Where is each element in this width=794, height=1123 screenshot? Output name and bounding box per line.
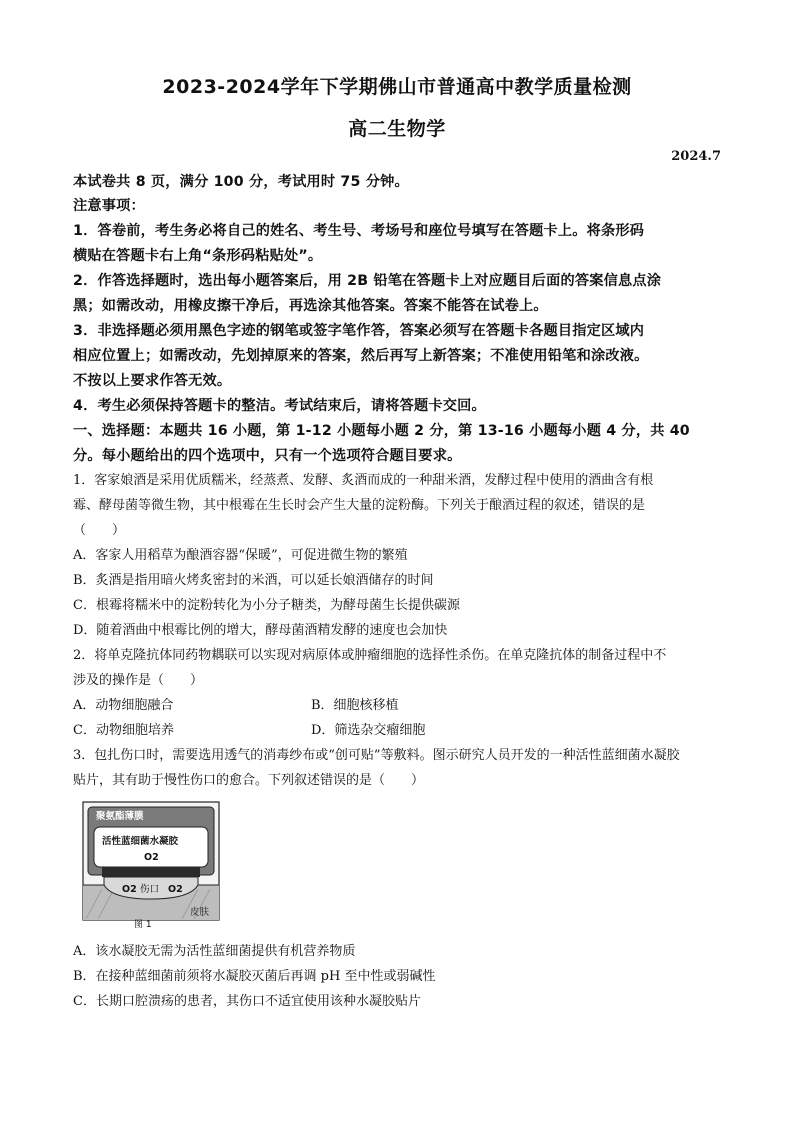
q1-option-b: B．炙酒是指用暗火烤炙密封的米酒，可以延长娘酒储存的时间 (73, 573, 434, 588)
notice-item-1-line-2: 横贴在答题卡右上角“条形码粘贴处”。 (73, 248, 323, 264)
film-label: 聚氨酯薄膜 (96, 811, 144, 822)
o2-top-label: O2 (144, 852, 159, 863)
section1-line-2: 分。每小题给出的四个选项中，只有一个选项符合题目要求。 (73, 448, 462, 464)
q2-option-b: B．细胞核移植 (311, 698, 399, 713)
hydrogel-label: 活性蓝细菌水凝胶 (102, 836, 179, 847)
q2-option-d: D．筛选杂交瘤细胞 (311, 723, 426, 738)
q2-stem-line-1: 2．将单克隆抗体同药物耦联可以实现对病原体或肿瘤细胞的选择性杀伤。在单克隆抗体的制备过程中不 (73, 648, 667, 663)
exam-subject: 高二生物学 (348, 118, 446, 140)
notice-item-3-line-3: 不按以上要求作答无效。 (73, 373, 232, 389)
q2-option-a: A．动物细胞融合 (73, 698, 174, 713)
skin-label: 皮肤 (190, 907, 210, 918)
notice-item-3-line-2: 相应位置上；如需改动，先划掉原来的答案，然后再写上新答案；不准使用铅笔和涂改液。 (73, 348, 649, 364)
exam-date: 2024.7 (671, 149, 721, 164)
notice-item-4: 4．考生必须保持答题卡的整洁。考试结束后，请将答题卡交回。 (73, 398, 486, 414)
notice-item-2-line-1: 2．作答选择题时，选出每小题答案后，用 2B 铅笔在答题卡上对应题目后面的答案信息点涂 (73, 273, 662, 289)
notice-item-2-line-2: 黑；如需改动，用橡皮擦干净后，再选涂其他答案。答案不能答在试卷上。 (73, 298, 548, 314)
wound-label: 伤口 (140, 884, 160, 895)
q2-option-c: C．动物细胞培养 (73, 723, 174, 738)
o2-left-label: O2 (122, 884, 137, 895)
notice-heading: 注意事项： (73, 198, 145, 214)
q1-option-d: D．随着酒曲中根霉比例的增大，酵母菌酒精发酵的速度也会加快 (73, 623, 448, 638)
hydrogel-patch-figure (82, 801, 220, 930)
q2-options-row-2 (73, 720, 723, 742)
q3-option-b: B．在接种蓝细菌前须将水凝胶灭菌后再调 pH 至中性或弱碱性 (73, 969, 436, 984)
q2-options-row-1 (73, 695, 723, 717)
q1-option-c: C．根霉将糯米中的淀粉转化为小分子糖类，为酵母菌生长提供碳源 (73, 598, 460, 613)
q2-stem-line-2: 涉及的操作是（ ） (73, 673, 204, 688)
notice-item-3-line-1: 3．非选择题必须用黑色字迹的钢笔或签字笔作答，答案必须写在答题卡各题目指定区域内 (73, 323, 645, 339)
q1-stem-line-3: （ ） (73, 523, 126, 538)
q3-stem-line-2: 贴片，其有助于慢性伤口的愈合。下列叙述错误的是（ ） (73, 773, 425, 788)
o2-right-label: O2 (168, 884, 183, 895)
q3-stem-line-1: 3．包扎伤口时，需要选用透气的消毒纱布或“创可贴”等敷料。图示研究人员开发的一种活性蓝细菌水凝胶 (73, 748, 680, 763)
exam-intro: 本试卷共 8 页，满分 100 分，考试用时 75 分钟。 (73, 174, 409, 190)
section1-line-1: 一、选择题：本题共 16 小题，第 1-12 小题每小题 2 分，第 13-16 小题每小题 4 分，共 40 (73, 423, 690, 439)
notice-item-1-line-1: 1．答卷前，考生务必将自己的姓名、考生号、考场号和座位号填写在答题卡上。将条形码 (73, 223, 645, 239)
figure-caption: 图 1 (134, 920, 152, 930)
q1-stem-line-2: 霉、酵母菌等微生物，其中根霉在生长时会产生大量的淀粉酶。下列关于酿酒过程的叙述，错误的是 (73, 498, 646, 513)
q3-option-c: C．长期口腔溃疡的患者，其伤口不适宜使用该种水凝胶贴片 (73, 994, 421, 1009)
exam-title: 2023-2024学年下学期佛山市普通高中教学质量检测 (162, 76, 632, 98)
patch-bottom-band (102, 867, 200, 877)
q1-stem-line-1: 1．客家娘酒是采用优质糯米，经蒸煮、发酵、炙酒而成的一种甜米酒，发酵过程中使用的酒曲含有根 (73, 473, 654, 488)
q1-option-a: A．客家人用稻草为酿酒容器“保暖”，可促进微生物的繁殖 (73, 548, 408, 563)
q3-option-a: A．该水凝胶无需为活性蓝细菌提供有机营养物质 (73, 944, 356, 959)
